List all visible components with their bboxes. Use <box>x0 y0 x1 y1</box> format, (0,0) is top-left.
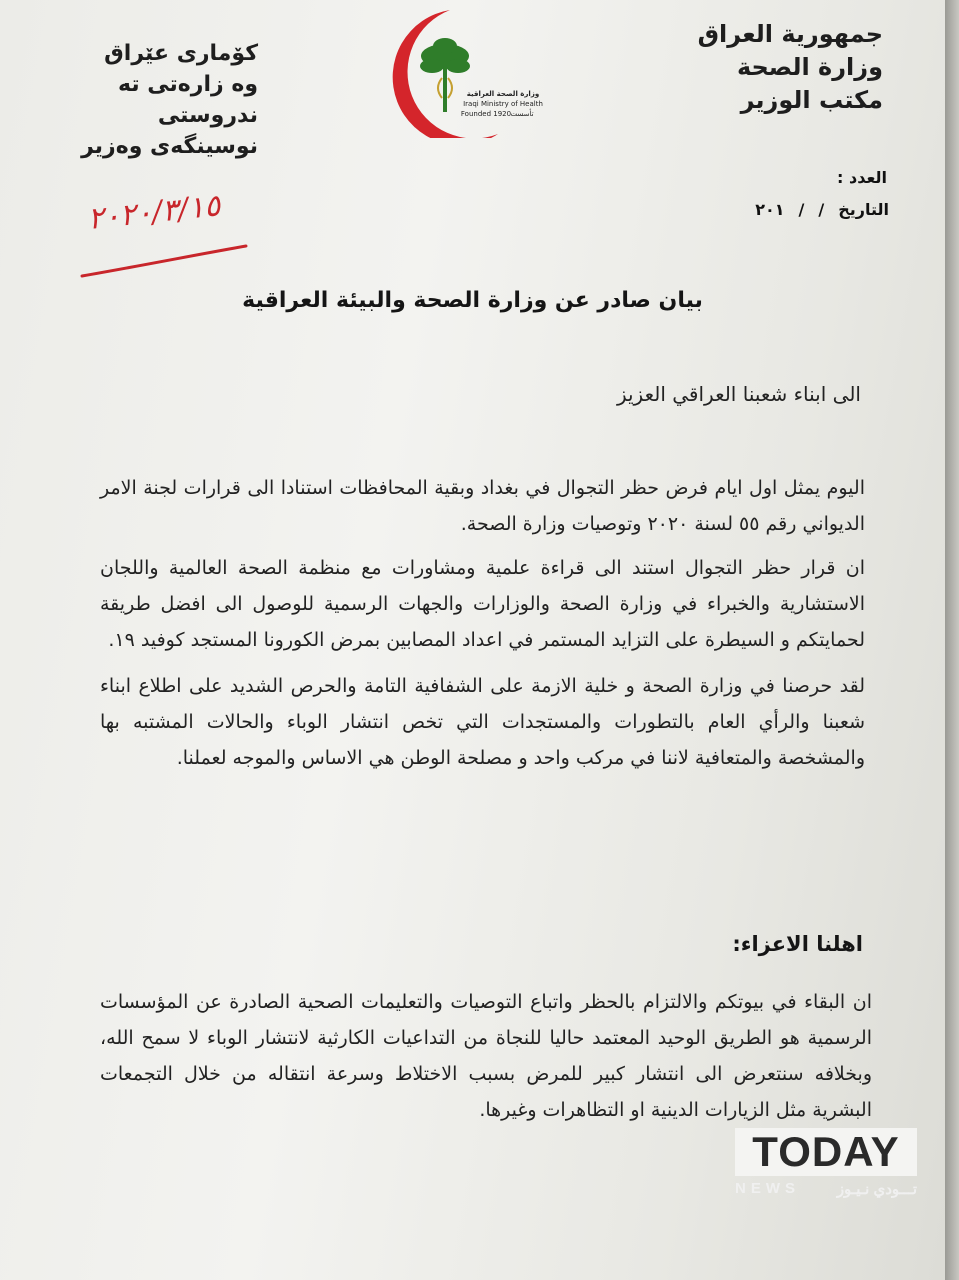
paragraph-2: ان قرار حظر التجوال استند الى قراءة علمية ومشاورات مع منظمة الصحة العالمية واللجان الاستشارية والخبراء في وزارة الصحة والوزارات والجهات الرسمية للوصول الى افضل طريقة لحمايتكم و السيطرة على التزايد المستمر في اعداد المصابين بمرض الكورونا المستجد كوفيد ١٩. <box>100 557 865 651</box>
today-news-watermark <box>735 1128 917 1222</box>
statement-title: بيان صادر عن وزارة الصحة والبيئة العراقية <box>242 288 703 313</box>
paragraph-3: لقد حرصنا في وزارة الصحة و خلية الازمة على الشفافية التامة والحرص الشديد على اطلاع ابناء شعبنا والرأي العام بالتطورات والمستجدات التي تخص انتشار الوباء والحالات المشتبه بها والمشخصة والمتعافية لاننا في مركب واحد و مصلحة الوطن هي الاساس والموجه لعملنا. <box>100 675 865 769</box>
date-label: التاريخ <box>838 200 889 219</box>
header-kurdish-line: نوسینگەی وەزیر <box>81 134 258 159</box>
date-line <box>755 200 889 219</box>
logo-name-arabic: وزارة الصحة العراقية <box>466 90 540 98</box>
logo-founded-english: Founded 1920 <box>460 110 512 118</box>
watermark-news-en: NEWS <box>735 1180 800 1197</box>
header-kurdish <box>28 38 258 162</box>
paper-edge-shadow <box>945 0 959 1280</box>
header-arabic-line: وزارة الصحة <box>736 53 883 81</box>
reference-number-label: العدد : <box>837 168 887 187</box>
date-year-prefix: ٢٠١ <box>755 200 785 219</box>
section-heading: اهلنا الاعزاء: <box>732 932 863 956</box>
date-slash: / <box>798 200 805 219</box>
handwritten-underline <box>82 246 246 276</box>
header-kurdish-line: وه زارەتی تە ندروستی <box>118 72 258 128</box>
header-arabic-line: جمهورية العراق <box>697 20 883 48</box>
watermark-subtitle <box>735 1180 917 1198</box>
ministry-logo <box>380 8 550 138</box>
handwritten-date <box>50 170 260 290</box>
header-arabic <box>698 18 883 117</box>
date-slash: / <box>818 200 825 219</box>
paragraph-closing: ان البقاء في بيوتكم والالتزام بالحظر واتباع التوصيات والتعليمات الصحية الصادرة عن المؤسسات الرسمية هو الطريق الوحيد المعتمد حاليا للنجاة من التداعيات الكارثية لانتشار الوباء لا سمح الله، وبخلافه سنتعرض الى انتشار كبير للمرض بسبب الاختلاط وسرعة انتقاله من خلال التجمعات البشرية مثل الزيارات الدينية او التظاهرات وغيرها. <box>100 991 872 1121</box>
greeting: الى ابناء شعبنا العراقي العزيز <box>616 382 861 406</box>
paragraph-1: اليوم يمثل اول ايام فرض حظر التجوال في بغداد وبقية المحافظات استنادا الى قرارات لجنة الامر الديواني رقم ٥٥ لسنة ٢٠٢٠ وتوصيات وزارة الصحة. <box>100 477 865 535</box>
header-arabic-line: مكتب الوزير <box>740 86 883 114</box>
logo-name-english: Iraqi Ministry of Health <box>463 100 543 108</box>
header-kurdish-line: كۆماری عێراق <box>104 41 258 66</box>
watermark-brand: TODAY <box>735 1128 917 1176</box>
watermark-news-ar: تـــودي نـيـوز <box>836 1181 917 1198</box>
handwritten-date-text: ٢٠٢٠/٣/١٥ <box>86 188 222 237</box>
logo-founded-arabic: تأسست <box>510 110 534 118</box>
